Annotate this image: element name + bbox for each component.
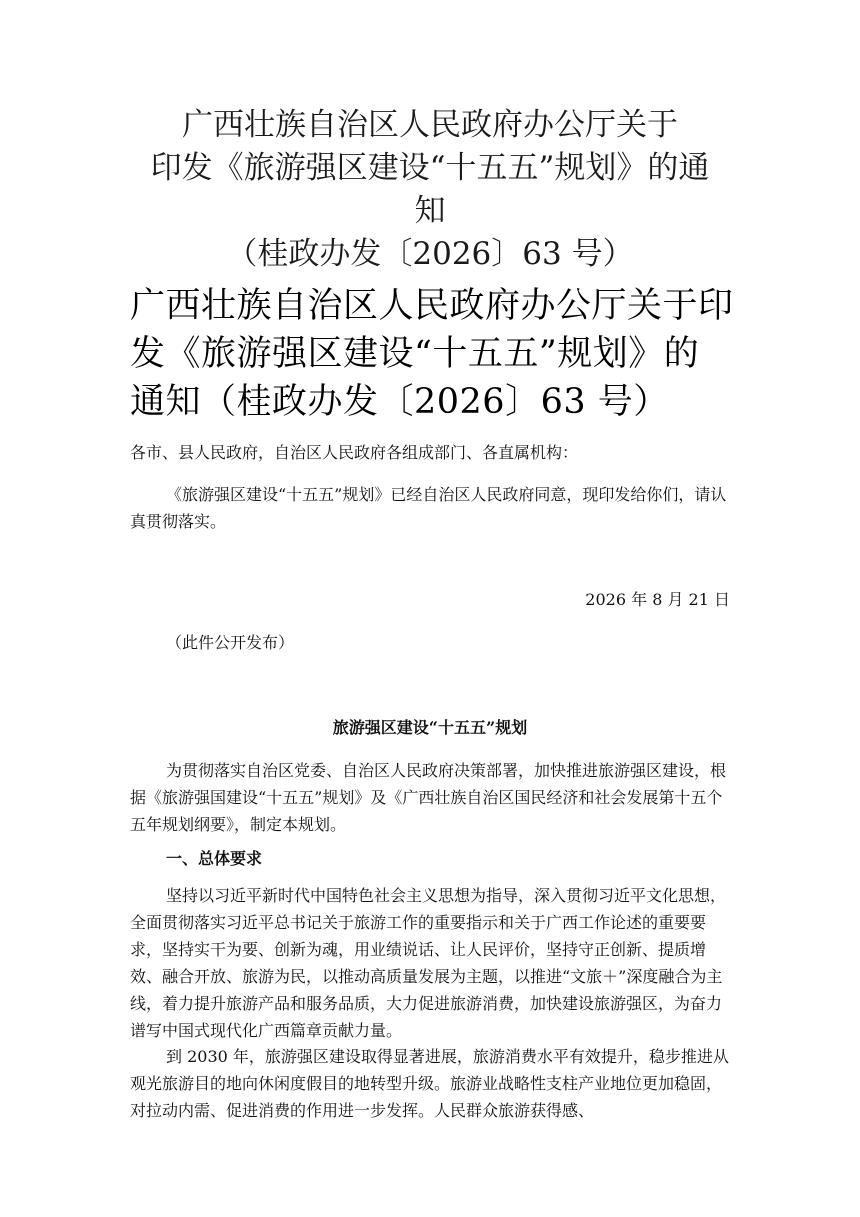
header-title-line-1: 广西壮族自治区人民政府办公厅关于 [182,107,678,143]
header-title-line-3: 知 [414,193,446,229]
section1-paragraph-1: 坚持以习近平新时代中国特色社会主义思想为指导，深入贯彻习近平文化思想，全面贯彻落实习近平总书记关于旅游工作的重要指示和关于广西工作论述的重要要求，坚持实干为要、创新为魂，用业绩说话、让人民评价，坚持守正创新、提质增效、融合开放、旅游为民，以推动高质量发展为主题，以推进“文旅＋”深度融合为主线，着力提升旅游产品和服务品质，大力促进旅游消费，加快建设旅游强区，为奋力谱写中国式现代化广西篇章贡献力量。 [130,886,727,1040]
publish-note: （此件公开发布） [166,633,295,652]
notice-salutation: 各市、县人民政府，自治区人民政府各组成部门、各直属机构： [130,443,579,462]
header-title-line-2: 印发《旅游强区建设“十五五”规划》的通 [150,150,710,186]
main-title-line-2: 发《旅游强区建设“十五五”规划》的 [130,334,700,374]
notice-main-title [130,282,740,426]
plan-intro-paragraph: 为贯彻落实自治区党委、自治区人民政府决策部署，加快推进旅游强区建设，根据《旅游强国建设“十五五”规划》及《广西壮族自治区国民经济和社会发展第十五个五年规划纲要》，制定本规划。 [130,761,727,834]
notice-date: 2026 年 8 月 21 日 [585,590,730,609]
main-title-line-1: 广西壮族自治区人民政府办公厅关于印 [130,286,734,326]
section1-paragraph-2: 到 2030 年，旅游强区建设取得显著进展，旅游消费水平有效提升，稳步推进从观光旅游目的地向休闲度假目的地转型升级。旅游业战略性支柱产业地位更加稳固，对拉动内需、促进消费的作用进一步发挥。人民群众旅游获得感、 [130,1047,729,1120]
main-title-line-3: 通知（桂政办发〔2026〕63 号） [130,382,669,422]
document-header-title [120,104,740,276]
header-title-line-4: （桂政办发〔2026〕63 号） [226,236,634,272]
notice-body: 《旅游强区建设“十五五”规划》已经自治区人民政府同意，现印发给你们，请认真贯彻落实。 [130,485,727,531]
plan-title: 旅游强区建设“十五五”规划 [332,718,528,737]
section-heading-general-requirements: 一、总体要求 [166,849,263,868]
